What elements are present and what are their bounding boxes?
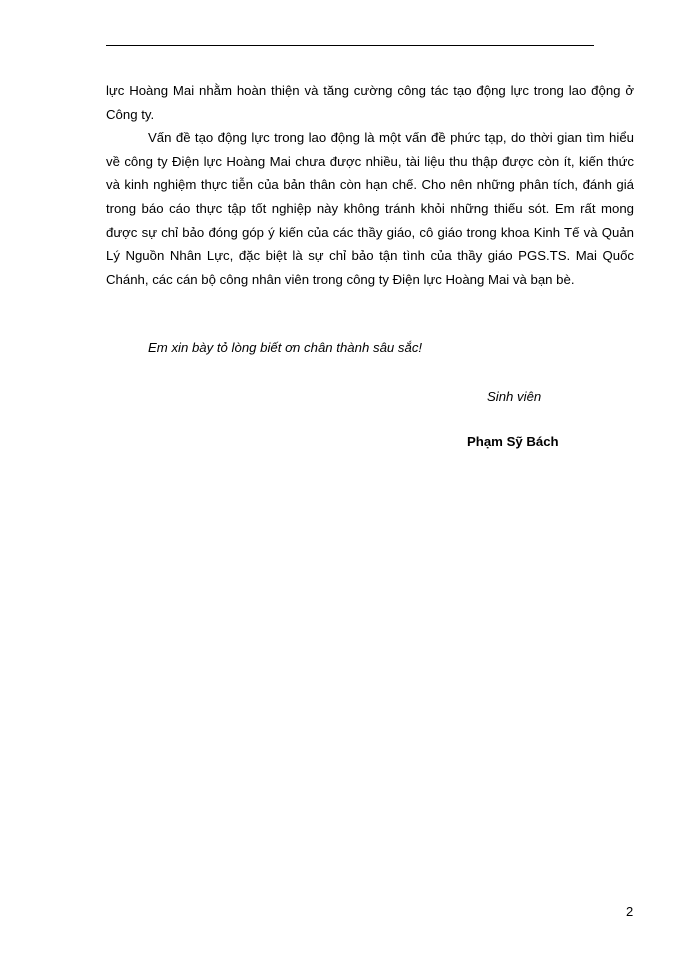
body-text	[106, 79, 634, 291]
signature-role: Sinh viên	[487, 389, 542, 404]
signature-name: Phạm Sỹ Bách	[467, 434, 559, 449]
paragraph-continuation: lực Hoàng Mai nhằm hoàn thiện và tăng cường công tác tạo động lực trong lao động ở Công ty.	[106, 83, 634, 122]
paragraph-limitations: Vấn đề tạo động lực trong lao động là một vấn đề phức tạp, do thời gian tìm hiểu về công ty Điện lực Hoàng Mai chưa được nhiều, tài liệu thu thập được còn ít, kiến thức và kinh nghiệm thực tiễn của bản thân còn hạn chế. Cho nên những phân tích, đánh giá trong báo cáo thực tập tốt nghiệp này không tránh khỏi những thiếu sót. Em rất mong được sự chỉ bảo đóng góp ý kiến của các thầy giáo, cô giáo trong khoa Kinh Tế và Quản Lý Nguồn Nhân Lực, đặc biệt là sự chỉ bảo tận tình của thầy giáo PGS.TS. Mai Quốc Chánh, các cán bộ công nhân viên trong công ty Điện lực Hoàng Mai và bạn bè.	[106, 130, 634, 287]
closing-line: Em xin bày tỏ lòng biết ơn chân thành sâu sắc!	[148, 340, 423, 355]
page-number: 2	[626, 904, 634, 919]
header-rule	[106, 45, 594, 46]
